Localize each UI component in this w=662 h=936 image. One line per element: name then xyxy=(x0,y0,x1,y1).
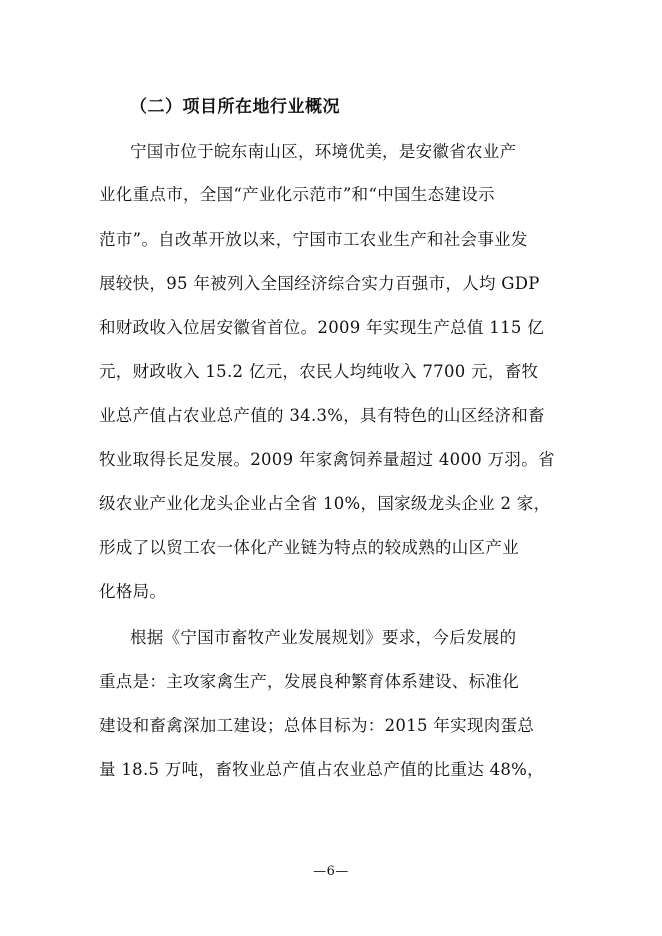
section-heading: （二）项目所在地行业概况 xyxy=(130,97,340,117)
paragraph2-line: 根据《宁国市畜牧产业发展规划》要求，今后发展的 xyxy=(130,628,517,647)
paragraph2-line: 重点是：主攻家禽生产，发展良种繁育体系建设、标准化 xyxy=(99,672,519,691)
paragraph1-line: 展较快，95 年被列入全国经济综合实力百强市，人均 GDP xyxy=(99,274,540,293)
paragraph1-line: 业总产值占农业总产值的 34.3%，具有特色的山区经济和畜 xyxy=(99,406,545,425)
paragraph1-line: 级农业产业化龙头企业占全省 10%，国家级龙头企业 2 家， xyxy=(99,494,551,513)
page-number: —6— xyxy=(313,864,349,879)
paragraph1-line: 牧业取得长足发展。2009 年家禽饲养量超过 4000 万羽。省 xyxy=(99,450,555,469)
paragraph1-line: 元，财政收入 15.2 亿元，农民人均纯收入 7700 元，畜牧 xyxy=(99,362,539,381)
paragraph1-line: 化格局。 xyxy=(99,582,167,601)
paragraph1-line: 宁国市位于皖东南山区，环境优美，是安徽省农业产 xyxy=(130,142,517,161)
paragraph2-line: 量 18.5 万吨，畜牧业总产值占农业总产值的比重达 48%， xyxy=(99,760,544,779)
paragraph1-line: 业化重点市，全国“产业化示范市”和“中国生态建设示 xyxy=(99,185,495,204)
paragraph1-line: 形成了以贸工农一体化产业链为特点的较成熟的山区产业 xyxy=(99,538,519,557)
paragraph1-line: 范市”。自改革开放以来，宁国市工农业生产和社会事业发 xyxy=(99,230,528,249)
paragraph2-line: 建设和畜禽深加工建设；总体目标为：2015 年实现肉蛋总 xyxy=(99,716,535,735)
paragraph1-line: 和财政收入位居安徽省首位。2009 年实现生产总值 115 亿 xyxy=(99,318,545,337)
